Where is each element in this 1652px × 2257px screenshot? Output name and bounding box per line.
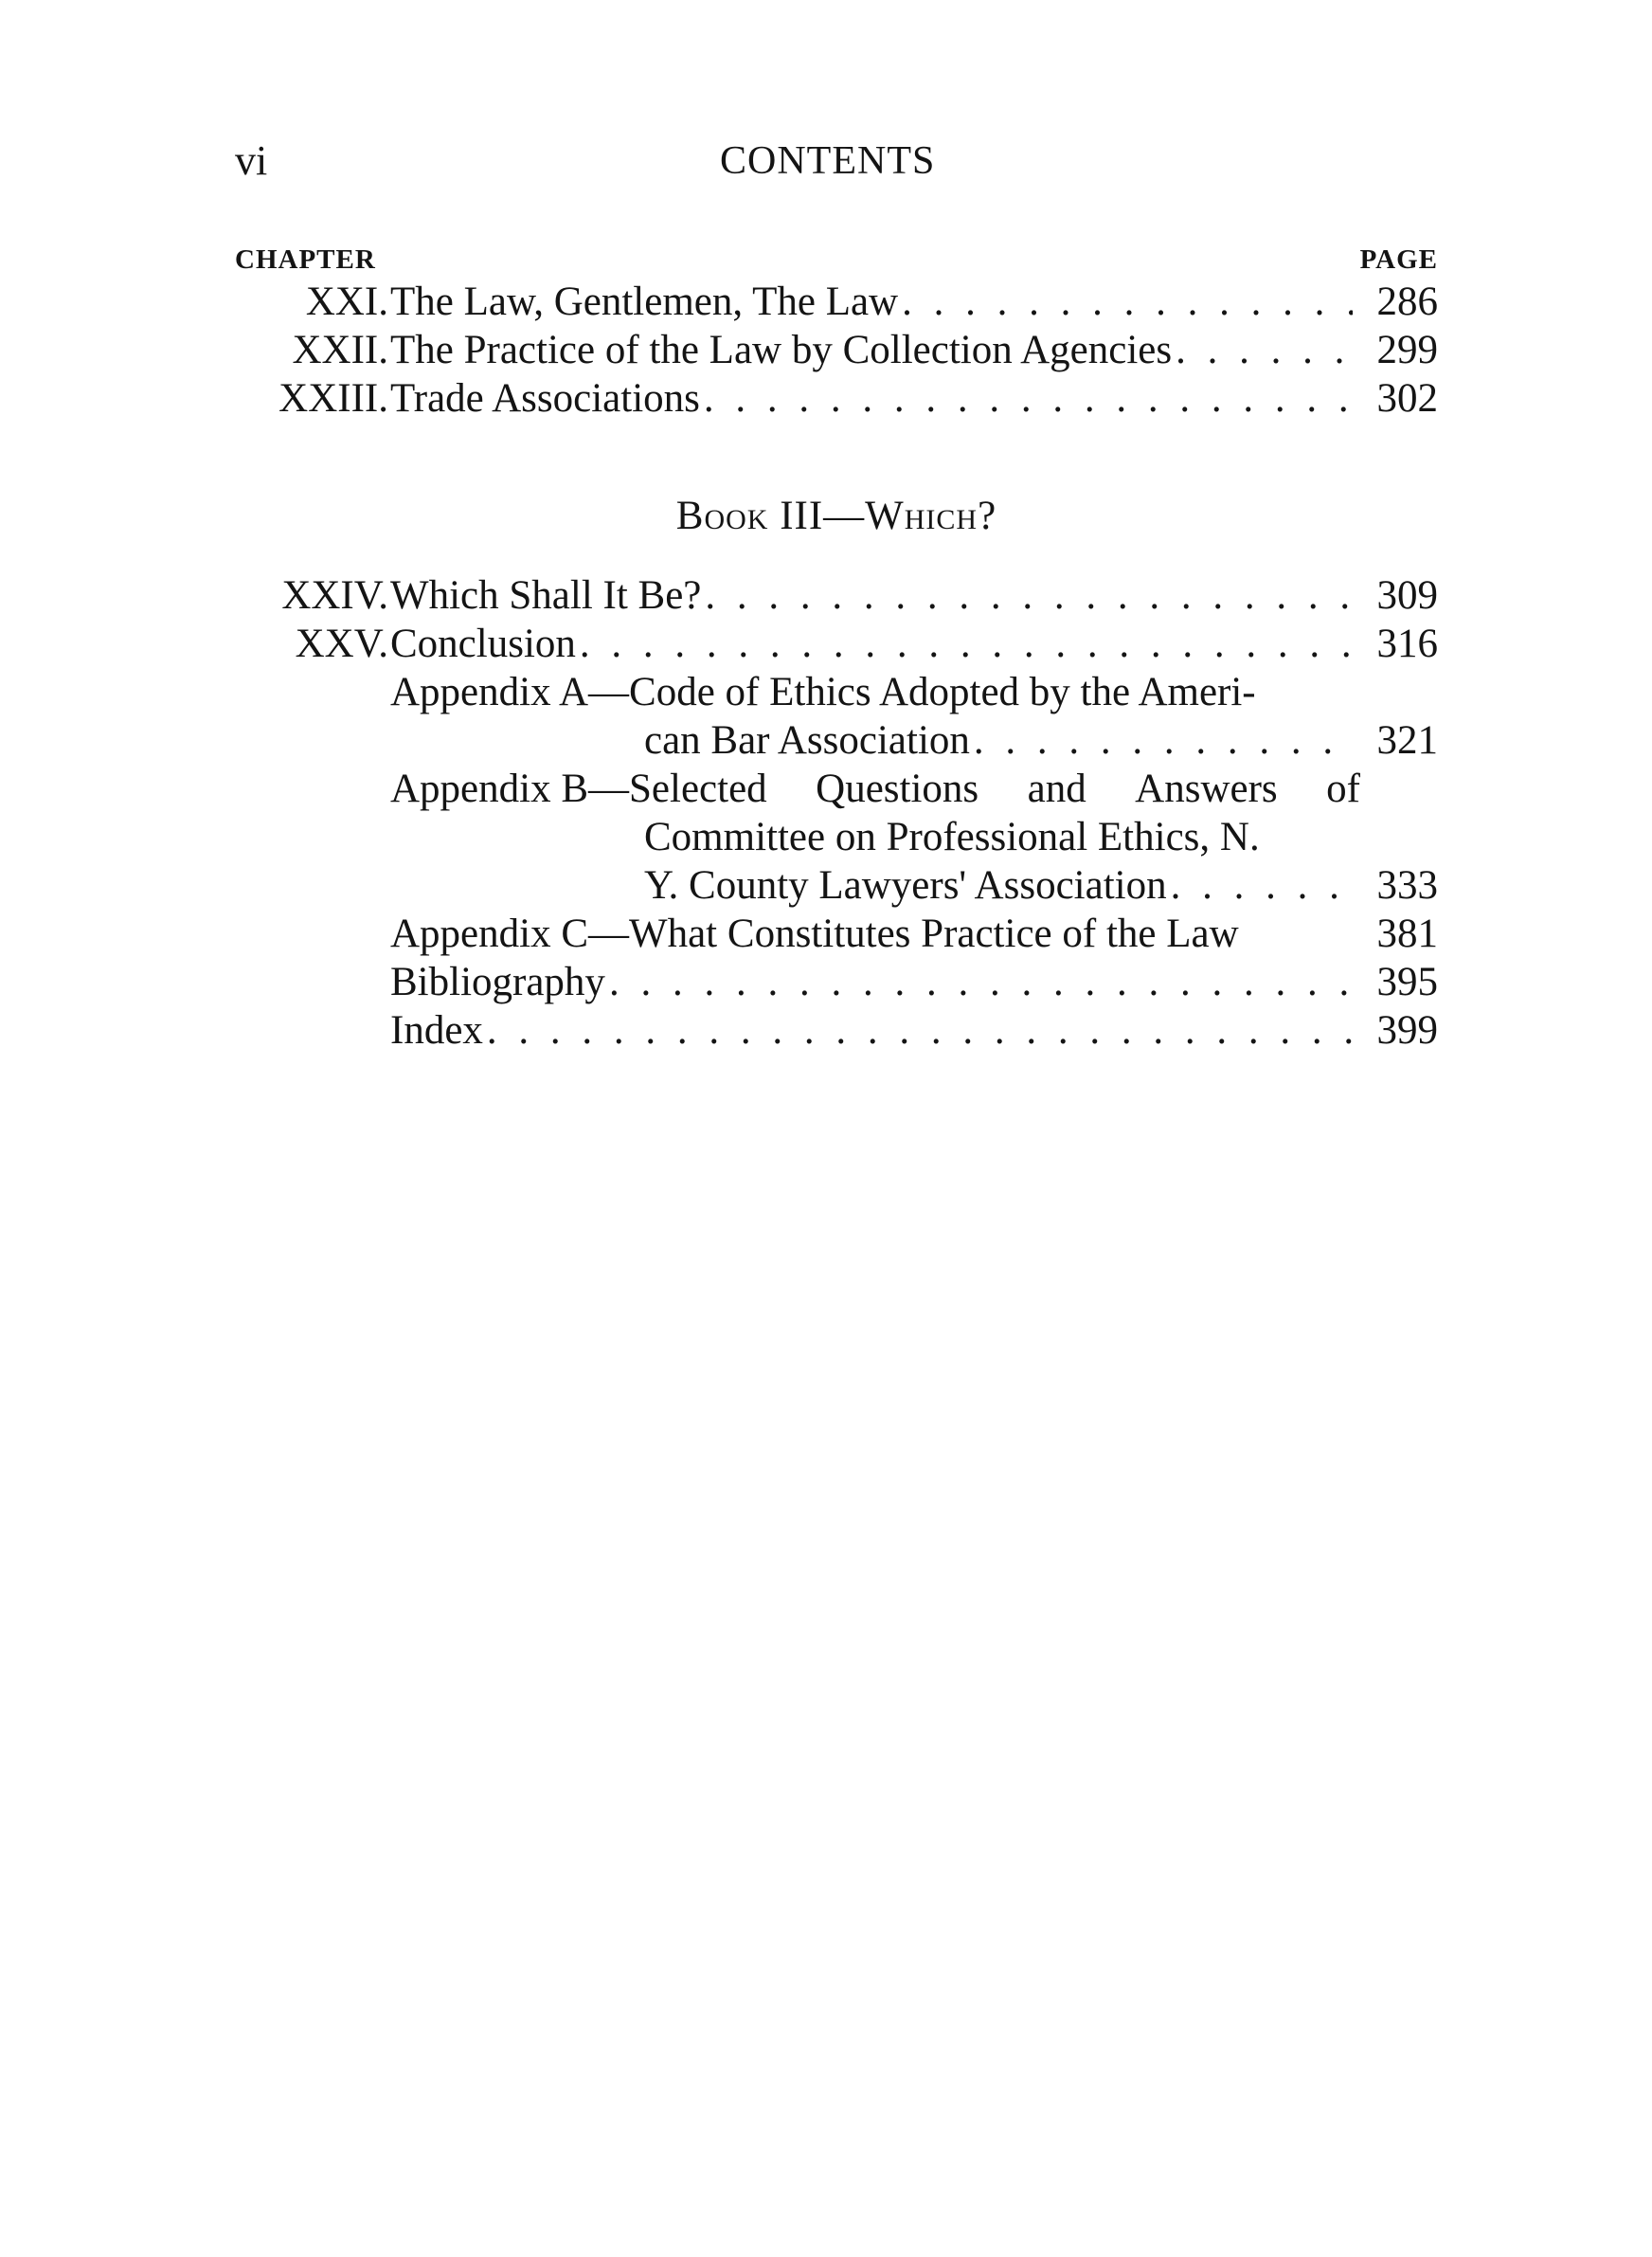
toc-entry[interactable] [235,374,1438,423]
dot-leader [974,716,1353,765]
appendix-title-word: and [1027,767,1086,811]
page-number: 286 [1376,280,1438,324]
chapter-title: Conclusion [390,622,576,666]
appendix-a-line1[interactable] [235,668,1438,716]
page-column-label: PAGE [1359,244,1438,275]
page-number: 309 [1376,573,1438,618]
appendix-title: Appendix C—What Constitutes Practice of the Law [390,912,1239,956]
column-headings [235,244,1438,279]
bibliography-title: Bibliography [390,960,605,1004]
running-head: CONTENTS [720,139,936,183]
book-heading-text: Book III—Which? [675,494,997,538]
toc-entry[interactable] [235,278,1438,326]
chapter-number: XXII. [292,328,388,372]
dot-leader [902,278,1353,326]
folio: vi [235,137,268,184]
page-number: 302 [1376,376,1438,421]
toc-section-book3 [235,571,1438,1055]
chapter-number: XXI. [305,280,388,324]
dot-leader [1171,861,1353,910]
appendix-title-continued: Committee on Professional Ethics, N. [644,815,1260,859]
appendix-title: Appendix A—Code of Ethics Adopted by the Ameri- [390,670,1256,714]
page-number: 381 [1376,912,1438,956]
page-number: 395 [1376,960,1438,1004]
page-number: 316 [1376,622,1438,666]
chapter-number: XXV. [295,622,388,666]
page-number: 321 [1376,718,1438,763]
toc-entry[interactable] [235,620,1438,668]
appendix-b-line3[interactable] [235,861,1438,910]
appendix-title-continued: can Bar Association [644,718,970,763]
appendix-title-continued: Y. County Lawyers' Association [644,863,1167,908]
chapter-title: Which Shall It Be? [390,573,702,618]
page-number: 333 [1376,863,1438,908]
index-entry[interactable] [235,1006,1438,1055]
appendix-title-word: Answers [1135,767,1278,811]
page-header [235,133,1438,190]
chapter-title: The Law, Gentlemen, The Law [390,280,899,324]
appendix-title-word: of [1326,767,1360,811]
dot-leader [705,571,1353,620]
appendix-b-line1[interactable] [235,765,1438,813]
toc-entry[interactable] [235,571,1438,620]
index-title: Index [390,1008,483,1053]
dot-leader [1176,326,1353,374]
appendix-a-line2[interactable] [235,716,1438,765]
bibliography-entry[interactable] [235,958,1438,1006]
appendix-b-line2[interactable] [235,813,1438,861]
page-number: 299 [1376,328,1438,372]
chapter-column-label: CHAPTER [235,244,376,275]
appendix-c[interactable] [235,910,1438,958]
appendix-title-word: Appendix B—Selected [390,767,767,811]
chapter-title: Trade Associations [390,376,700,421]
page-number: 399 [1376,1008,1438,1053]
dot-leader [704,374,1353,423]
toc-section-book2 [235,278,1438,423]
chapter-number: XXIV. [281,573,388,618]
dot-leader [609,958,1353,1006]
appendix-title-word: Questions [816,767,979,811]
dot-leader [487,1006,1353,1055]
toc-entry[interactable] [235,326,1438,374]
chapter-title: The Practice of the Law by Collection Agencies [390,328,1173,372]
dot-leader [580,620,1353,668]
chapter-number: XXIII. [278,376,388,421]
book-heading [235,488,1438,545]
